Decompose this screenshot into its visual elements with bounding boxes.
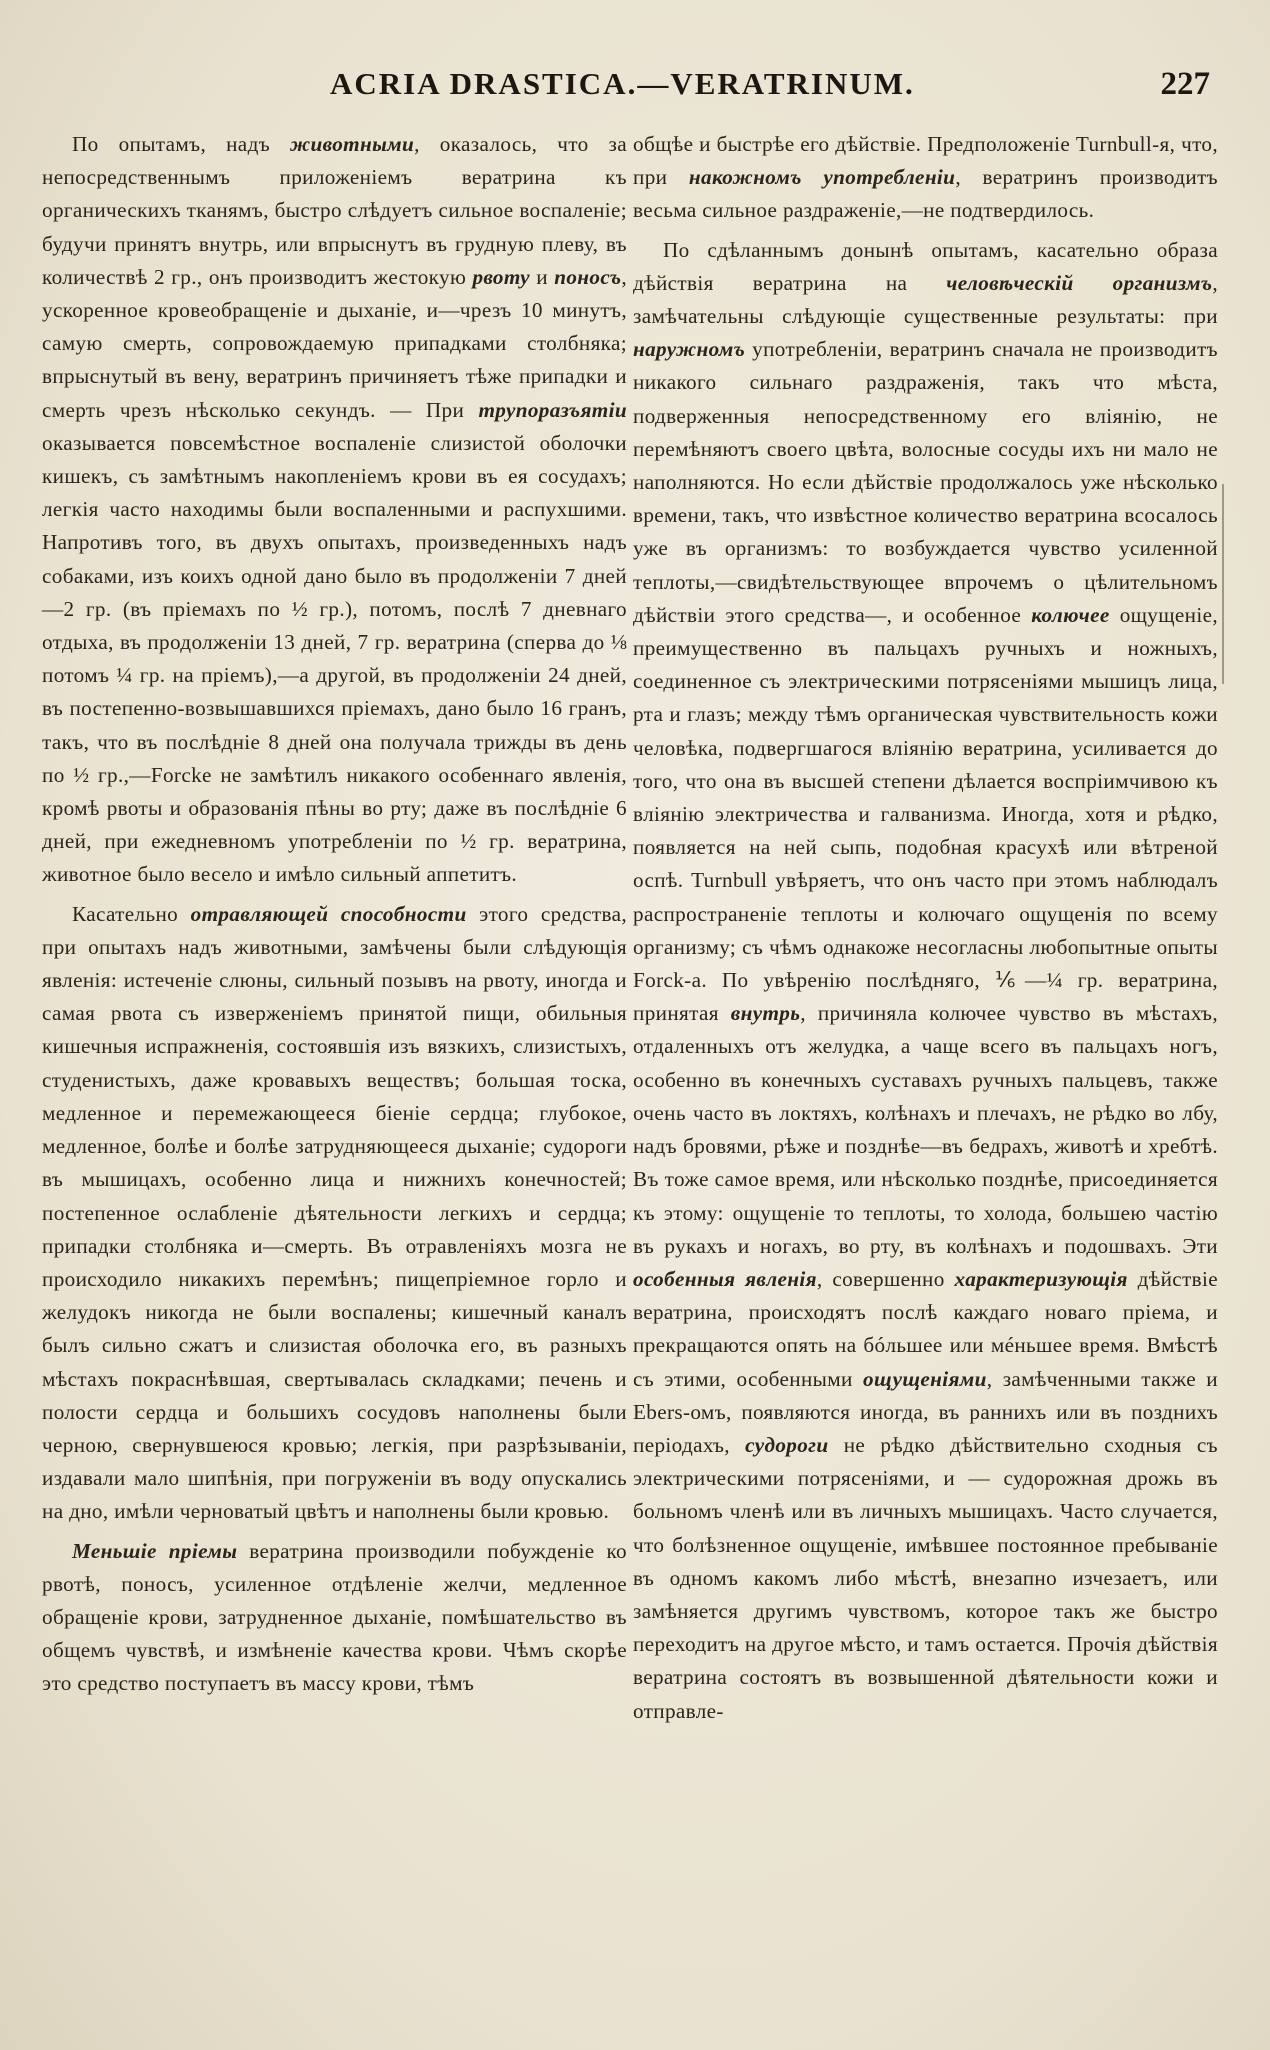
text-run: и bbox=[529, 264, 555, 289]
emphasis-text: особенныя явленія bbox=[633, 1266, 817, 1291]
text-run: , ускоренное кровеобращеніе и дыханіе, и—чрезъ 10 минутъ, самую смерть, сопровождаемую припадками столбняка; впрыснутый въ вену, вератринъ причиняетъ тѣже припадки и смерть чрезъ нѣсколько секундъ. — При bbox=[42, 264, 627, 422]
paragraph-continuation bbox=[633, 128, 1218, 228]
text-run: оказывается повсемѣстное воспаленіе слизистой оболочки кишекъ, съ замѣтнымъ накопленіемъ крови въ ея сосудахъ; легкія часто находимы были воспаленными и распухшими. Напротивъ того, въ двухъ опытахъ, произведенныхъ надъ собаками, изъ коихъ одной дано было въ продолженіи 7 дней—2 гр. (въ пріемахъ по ½ гр.), потомъ, послѣ 7 дневнаго отдыха, въ продолженіи 13 дней, 7 гр. вератрина (сперва до ⅛ потомъ ¼ гр. на пріемъ),—а другой, въ продолженіи 24 дней, въ постепенно-возвышавшихся пріемахъ, дано было 16 гранъ, такъ, что въ послѣдніе 8 дней она получала трижды въ день по ½ гр.,—Forcke не замѣтилъ никакого особеннаго явленія, кромѣ рвоты и образованія пѣны во рту; даже въ послѣдніе 6 дней, при ежедневномъ употребленіи по ½ гр. вератрина, животное было весело и имѣло сильный аппетитъ. bbox=[42, 430, 627, 887]
emphasis-text: колючее bbox=[1031, 602, 1110, 627]
emphasis-text: поносъ bbox=[554, 264, 622, 289]
emphasis-text: судороги bbox=[745, 1432, 829, 1457]
paragraph-poisoning bbox=[42, 898, 627, 1529]
text-run: , вератринъ производитъ весьма сильное раздраженіе,—не подтвердилось. bbox=[633, 165, 1218, 223]
emphasis-text: характеризующія bbox=[954, 1266, 1128, 1291]
emphasis-text: отравляющей способности bbox=[190, 901, 467, 926]
text-run: ощущеніе, преимущественно въ пальцахъ ручныхъ и ножныхъ, соединенное съ электрическими потрясеніями мышицъ лица, рта и глазъ; между тѣмъ органическая чувствительность кожи человѣка, подвергшагося вліянію вератрина, усиливается до того, что она въ высшей степени дѣлается воспріимчивою къ вліянію электричества и галванизма. Иногда, хотя и рѣдко, появляется на ней сыпь, подобная красухѣ или вѣтреной оспѣ. Turnbull увѣряетъ, что онъ часто при этомъ наблюдалъ распространеніе теплоты и колючаго ощущенія по всему организму; съ чѣмъ однакоже несогласны любопытные опыты Forck-а. По увѣренію послѣдняго, ⅙—¼ гр. вератрина, принятая bbox=[633, 602, 1218, 1026]
text-run: общѣе и быстрѣе его дѣйствіе. Предположеніе Turnbull-я, что, при bbox=[633, 132, 1218, 190]
text-run: Касательно bbox=[72, 901, 191, 926]
page-number: 227 bbox=[1160, 66, 1210, 102]
text-run: , оказалось, что за непосредственнымъ приложеніемъ вератрина къ органическихъ тканямъ, быстро слѣдуетъ сильное воспаленіе; будучи принятъ внутрь, или впрыснутъ въ грудную плеву, въ количествѣ 2 гр., онъ производитъ жестокую bbox=[42, 132, 627, 289]
text-run: По сдѣланнымъ донынѣ опытамъ, касательно образа дѣйствія вератрина на bbox=[633, 237, 1218, 295]
right-column bbox=[633, 128, 1218, 1728]
text-run: этого средства, при опытахъ надъ животными, замѣчены были слѣдующія явленія: истеченіе слюны, сильный позывъ на рвоту, иногда и самая рвота съ изверженіемъ принятой пищи, обильныя кишечныя испражненія, состоявшія изъ вязкихъ, слизистыхъ, студенистыхъ, даже кровавыхъ веществъ; большая тоска, медленное и перемежающееся біеніе сердца; глубокое, медленное, болѣе и болѣе затрудняющееся дыханіе; судороги въ мышицахъ, особенно лица и нижнихъ конечностей; постепенное ослабленіе дѣятельности легкихъ и сердца; припадки столбняка и—смерть. Въ отравленіяхъ мозга не происходило никакихъ перемѣнъ; пищепріемное горло и желудокъ никогда не были воспалены; кишечный каналъ былъ сильно сжатъ и слизистая оболочка его, въ разныхъ мѣстахъ покраснѣвшая, свертывалась складками; печень и полости сердца и большихъ сосудовъ наполнены были черною, свернувшеюся кровью; легкія, при разрѣзываніи, издавали мало шипѣнія, при погруженіи въ воду опускались на дно, имѣли черноватый цвѣтъ и наполнены были кровью. bbox=[42, 901, 627, 1524]
text-run: , замѣченными также и Ebers-омъ, появляются иногда, въ раннихъ или въ позднихъ періодахъ, bbox=[633, 1366, 1218, 1457]
left-column bbox=[42, 128, 627, 1701]
paragraph-smaller-doses bbox=[42, 1535, 627, 1701]
emphasis-text: ощущеніями bbox=[863, 1366, 987, 1391]
margin-pencil-mark bbox=[1222, 484, 1224, 684]
text-run: вератрина производили побужденіе ко рвотѣ, поносъ, усиленное отдѣленіе желчи, медленное обращеніе крови, затрудненное дыханіе, помѣшательство въ общемъ чувствѣ, и измѣненіе качества крови. Чѣмъ скорѣе это средство поступаетъ въ массу крови, тѣмъ bbox=[42, 1538, 627, 1696]
text-run: употребленіи, вератринъ сначала не производитъ никакого сильнаго раздраженія, такъ что мѣста, подверженныя непосредственному его вліянію, не перемѣняютъ своего цвѣта, волосные сосуды ихъ ни мало не наполняются. Но если дѣйствіе продолжалось уже нѣсколько времени, такъ, что извѣстное количество вератрина всосалось уже въ организмъ: то возбуждается чувство усиленной теплоты,—свидѣтельствующее впрочемъ о цѣлительномъ дѣйствіи этого средства—, и особенное bbox=[633, 337, 1218, 627]
paragraph-human-effects bbox=[633, 234, 1218, 1728]
emphasis-text: человѣческій организмъ bbox=[946, 270, 1213, 295]
text-run: не рѣдко дѣйствительно сходныя съ электрическими потрясеніями, и — судорожная дрожь въ больномъ членѣ или въ личныхъ мышицахъ. Часто случается, что болѣзненное ощущеніе, имѣвшее постоянное пребываніе въ одномъ какомъ либо мѣстѣ, внезапно изчезаетъ, или замѣняется другимъ чувствомъ, которое такъ же быстро переходитъ на другое мѣсто, и тамъ остается. Прочія дѣйствія вератрина состоятъ въ возвышенной дѣятельности кожи и отправле- bbox=[633, 1432, 1218, 1723]
emphasis-text: накожномъ употребленіи bbox=[688, 165, 956, 190]
emphasis-text: рвоту bbox=[472, 264, 530, 289]
paragraph-animal-experiments bbox=[42, 128, 627, 892]
text-run: , причиняла колючее чувство въ мѣстахъ, отдаленныхъ отъ желудка, а чаще всего въ пальцахъ ногъ, особенно въ конечныхъ суставахъ ручныхъ пальцевъ, также очень часто въ локтяхъ, колѣнахъ и плечахъ, не рѣдко во лбу, надъ бровями, рѣже и позднѣе—въ бедрахъ, животѣ и хребтѣ. Въ тоже самое время, или нѣсколько позднѣе, присоединяется къ этому: ощущеніе то теплоты, то холода, большею частію въ рукахъ и ногахъ, во рту, въ колѣнахъ и подошвахъ. Эти bbox=[633, 1001, 1218, 1258]
running-header bbox=[330, 66, 1210, 116]
emphasis-text: внутрь bbox=[730, 1001, 801, 1026]
emphasis-text: трупоразъятіи bbox=[478, 397, 627, 422]
emphasis-text: Меньшіе пріемы bbox=[72, 1538, 238, 1563]
text-run: По опытамъ, надъ bbox=[72, 132, 290, 156]
text-run: , замѣчательны слѣдующіе существенные результаты: при bbox=[633, 270, 1219, 329]
text-run: дѣйствіе вератрина, происходятъ послѣ каждаго новаго пріема, и прекращаются опять на бóльшее или мéньшее время. Вмѣстѣ съ этими, особенными bbox=[633, 1266, 1219, 1391]
running-title: ACRIA DRASTICA.—VERATRINUM. bbox=[330, 66, 915, 101]
emphasis-text: животными bbox=[290, 132, 415, 156]
text-run: , совершенно bbox=[816, 1266, 955, 1291]
emphasis-text: наружномъ bbox=[633, 337, 746, 362]
